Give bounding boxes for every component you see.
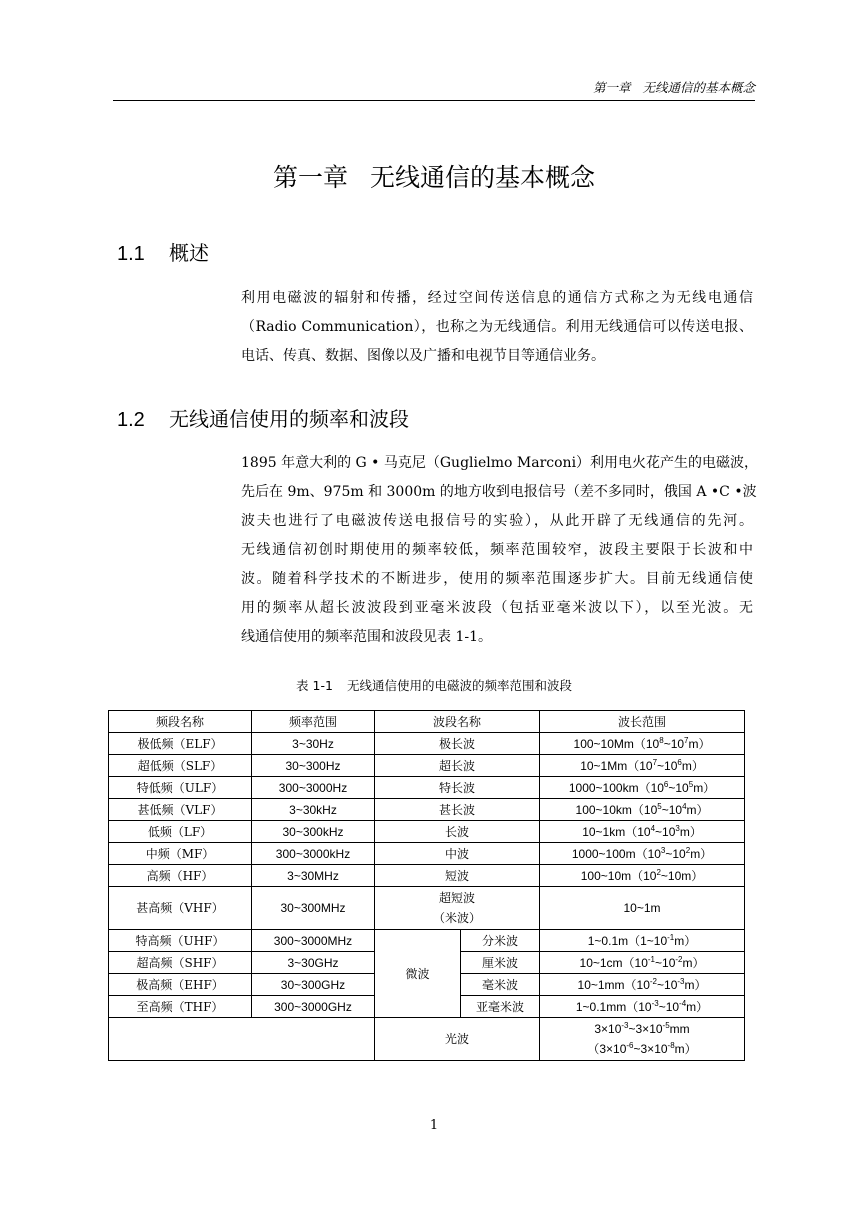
wave-name-cell: 极长波	[375, 733, 540, 755]
paragraph-history	[241, 449, 759, 652]
section-title: 概述	[169, 241, 209, 265]
frequency-cell: 3~30kHz	[252, 799, 375, 821]
wavelength-cell: $100\sim 10km(10^5\sim 10^4m)$	[540, 799, 745, 821]
column-header: 波长范围	[540, 711, 745, 733]
table-caption	[0, 676, 868, 694]
band-name-cell: 高频（HF）	[109, 865, 252, 887]
frequency-cell: 3~30GHz	[252, 952, 375, 974]
wavelength-cell: $10\sim 1cm(10^{-1}\sim 10^{-2}m)$	[540, 952, 745, 974]
wavelength-cell: $100\sim 10Mm(10^8\sim 10^7m)$	[540, 733, 745, 755]
table-row	[109, 821, 745, 843]
frequency-cell: 30~300kHz	[252, 821, 375, 843]
section-number: 1.2	[117, 409, 145, 431]
paragraph-overview	[241, 284, 753, 371]
wavelength-cell: $1\sim 0.1mm(10^{-3}\sim 10^{-4}m)$	[540, 996, 745, 1018]
frequency-cell: 3~30Hz	[252, 733, 375, 755]
header-chapter: 第一章	[593, 80, 631, 95]
frequency-cell: 30~300GHz	[252, 974, 375, 996]
wave-name-cell: 甚长波	[375, 799, 540, 821]
wavelength-cell: $1000\sim 100km(10^6\sim 10^5m)$	[540, 777, 745, 799]
frequency-cell: 300~3000Hz	[252, 777, 375, 799]
table-caption-number: 表 1-1	[296, 678, 333, 693]
band-name-cell: 至高频（THF）	[109, 996, 252, 1018]
section-heading-1-1	[117, 237, 209, 266]
chapter-title-num: 第一章	[272, 163, 348, 192]
sub-wave-name-cell: 亚毫米波	[461, 996, 540, 1018]
band-name-cell: 极高频（EHF）	[109, 974, 252, 996]
wave-name-cell: 光波	[375, 1018, 540, 1061]
column-header: 频段名称	[109, 711, 252, 733]
wavelength-cell: $1000\sim 100m(10^3\sim 10^2m)$	[540, 843, 745, 865]
sub-wave-name-cell: 分米波	[461, 930, 540, 952]
wave-name-cell: 中波	[375, 843, 540, 865]
frequency-cell: 30~300Hz	[252, 755, 375, 777]
wavelength-cell: 10~1m	[540, 887, 745, 930]
wavelength-cell: $1\sim 0.1m(1\sim 10^{-1}m)$	[540, 930, 745, 952]
frequency-cell: 30~300MHz	[252, 887, 375, 930]
paragraph-line: 用的频率从超长波波段到亚毫米波段（包括亚毫米波以下），以至光波。无	[241, 600, 753, 616]
sub-wave-name-cell: 厘米波	[461, 952, 540, 974]
band-name-cell: 超高频（SHF）	[109, 952, 252, 974]
table-row	[109, 843, 745, 865]
frequency-cell: 300~3000MHz	[252, 930, 375, 952]
frequency-cell: 300~3000kHz	[252, 843, 375, 865]
chapter-title-text: 无线通信的基本概念	[370, 163, 596, 192]
band-name-cell: 甚低频（VLF）	[109, 799, 252, 821]
running-header	[113, 78, 755, 101]
paragraph-line: 线通信使用的频率范围和波段见表 1-1。	[241, 629, 492, 645]
paragraph-line: 先后在 9m、975m 和 3000m 的地方收到电报信号（差不多同时，俄国 A •C •波	[241, 484, 757, 500]
paragraph-line: 电话、传真、数据、图像以及广播和电视节目等通信业务。	[241, 348, 605, 364]
page-number: 1	[429, 1118, 439, 1133]
wavelength-cell: $3\times 10^{-3}\sim 3\times 10^{-5}mm$ $(3\times 10^{-6}\sim 3\times 10^{-8}m)$	[540, 1018, 745, 1061]
chapter-title	[0, 158, 868, 194]
band-name-cell: 甚高频（VHF）	[109, 887, 252, 930]
band-name-cell: 中频（MF）	[109, 843, 252, 865]
band-name-cell: 极低频（ELF）	[109, 733, 252, 755]
section-heading-1-2	[117, 403, 409, 432]
microwave-group-cell: 微波	[375, 930, 461, 1018]
table-row	[109, 777, 745, 799]
header-title: 无线通信的基本概念	[642, 80, 755, 95]
frequency-cell: 300~3000GHz	[252, 996, 375, 1018]
paragraph-line: 1895 年意大利的 G • 马克尼（Guglielmo Marconi）利用电火花产生的电磁波，	[241, 455, 759, 471]
table-row	[109, 799, 745, 821]
table-row	[109, 865, 745, 887]
wave-name-cell: 短波	[375, 865, 540, 887]
paragraph-line: （Radio Communication），也称之为无线通信。利用无线通信可以传送电报、	[241, 319, 753, 335]
empty-cell	[109, 1018, 375, 1061]
paragraph-line: 波夫也进行了电磁波传送电报信号的实验），从此开辟了无线通信的先河。	[241, 513, 753, 529]
column-header: 波段名称	[375, 711, 540, 733]
column-header: 频率范围	[252, 711, 375, 733]
band-name-cell: 特高频（UHF）	[109, 930, 252, 952]
wavelength-cell: $100\sim 10m(10^2\sim 10m)$	[540, 865, 745, 887]
frequency-cell: 3~30MHz	[252, 865, 375, 887]
frequency-band-table	[108, 710, 745, 1061]
band-name-cell: 超低频（SLF）	[109, 755, 252, 777]
wave-name-cell: 特长波	[375, 777, 540, 799]
paragraph-line: 利用电磁波的辐射和传播，经过空间传送信息的通信方式称之为无线电通信	[241, 290, 753, 306]
wavelength-cell: $10\sim 1mm(10^{-2}\sim 10^{-3}m)$	[540, 974, 745, 996]
wavelength-cell: $10\sim 1km(10^4\sim 10^3m)$	[540, 821, 745, 843]
table-row	[109, 1018, 745, 1061]
table-row	[109, 755, 745, 777]
paragraph-line: 无线通信初创时期使用的频率较低，频率范围较窄，波段主要限于长波和中	[241, 542, 753, 558]
band-name-cell: 特低频（ULF）	[109, 777, 252, 799]
wave-name-cell: 超短波 （米波）	[375, 887, 540, 930]
band-name-cell: 低频（LF）	[109, 821, 252, 843]
wave-name-cell: 长波	[375, 821, 540, 843]
table-row	[109, 887, 745, 930]
table-row	[109, 930, 745, 952]
wavelength-cell: $10\sim 1Mm(10^7\sim 10^6m)$	[540, 755, 745, 777]
table-row	[109, 733, 745, 755]
wave-name-cell: 超长波	[375, 755, 540, 777]
section-number: 1.1	[117, 243, 145, 265]
table-caption-title: 无线通信使用的电磁波的频率范围和波段	[346, 678, 572, 693]
paragraph-line: 波。随着科学技术的不断进步，使用的频率范围逐步扩大。目前无线通信使	[241, 571, 753, 587]
sub-wave-name-cell: 毫米波	[461, 974, 540, 996]
table-header-row	[109, 711, 745, 733]
section-title: 无线通信使用的频率和波段	[169, 407, 409, 431]
